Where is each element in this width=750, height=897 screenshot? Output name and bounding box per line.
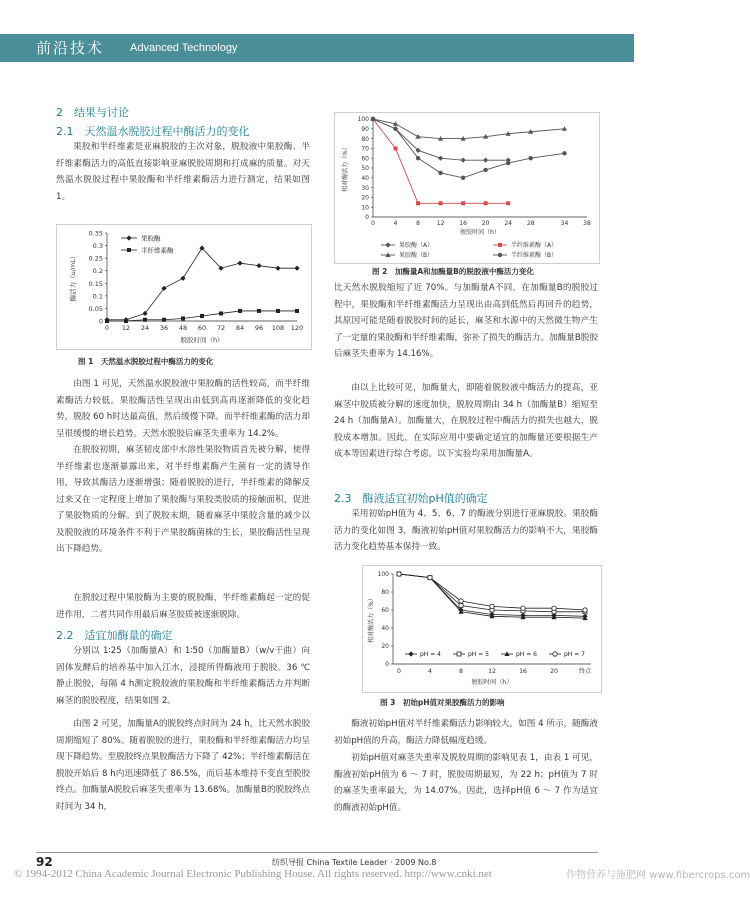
data-point-s2-7 [238, 309, 242, 313]
x-tick-label: 24 [140, 324, 150, 332]
y-tick-label: 0 [98, 317, 103, 326]
y-tick-label: 0.2 [92, 267, 103, 276]
data-point-s4-3 [438, 171, 442, 175]
data-point-s4-4 [461, 176, 465, 180]
data-point-s2-3 [439, 201, 443, 205]
y-tick-label: 50 [361, 165, 369, 173]
data-point-s1-7 [237, 261, 242, 266]
data-point-s2-10 [295, 309, 299, 313]
legend-marker-4 [498, 253, 502, 257]
section-2-1-heading: 2.1 天然温水脱胶过程中酶活力的变化 [56, 125, 250, 138]
data-point-s4-8 [562, 151, 566, 155]
data-point-s4-4 [521, 606, 525, 610]
data-point-s1-4 [180, 276, 185, 281]
x-tick-label: 8 [459, 668, 463, 675]
figure-1-caption: 图 1 天然温水脱胶过程中酶活力的变化 [78, 357, 214, 366]
x-tick-label: 4 [393, 220, 398, 227]
y-tick-label: 60 [361, 155, 369, 163]
legend-marker-1 [126, 235, 131, 240]
y-tick-label: 0.05 [88, 304, 103, 313]
y-tick-label: 40 [361, 175, 369, 182]
figure-2-chart [335, 113, 599, 263]
data-point-s1-4 [461, 158, 466, 163]
y-tick-label: 80 [361, 135, 369, 143]
data-point-s4-0 [397, 572, 401, 576]
y-tick-label: 0.15 [88, 279, 103, 288]
legend-marker-2 [498, 243, 502, 247]
data-point-s4-3 [490, 604, 494, 608]
x-tick-label: 28 [526, 220, 535, 227]
legend-label-3: pH = 6 [516, 651, 537, 659]
data-point-s2-8 [257, 309, 261, 313]
y-tick-label: 0 [365, 214, 369, 222]
x-tick-label: 8 [416, 220, 420, 227]
section-header-bar [0, 34, 634, 62]
y-tick-label: 0.25 [88, 254, 103, 263]
data-point-s2-2 [459, 604, 463, 608]
legend-label-4: 半纤维素酶（B） [511, 252, 558, 260]
data-point-s1-9 [275, 266, 280, 271]
legend-label-1: 果胶酶（A） [399, 242, 434, 250]
data-point-s2-5 [484, 201, 488, 205]
legend-marker-1 [408, 651, 413, 656]
y-tick-label: 20 [381, 643, 389, 651]
x-tick-label: 0 [397, 668, 401, 675]
figure-2-caption: 图 2 加酶量A和加酶量B的脱胶液中酶活力变化 [372, 267, 534, 276]
copyright-notice: © 1994-2012 China Academic Journal Electronic Publishing House. All rights reserved. http://www.cnki.net [14, 868, 492, 880]
data-point-s2-0 [105, 319, 109, 323]
paragraph-3: 在脱胶初期，麻茎韧皮部中水溶性果胶物质首先被分解，使得半纤维素也逐渐暴露出来，对半纤维素酶产生菌有一定的诱导作用，导致其酶活力逐渐增强；随着脱胶的进行，半纤维素的降解反过来又在一定程度上增加了果胶酶与果胶类胶质的接触面积，促进了果胶物质的分解。到了脱胶末期，随着麻茎中果胶含量的减少以及脱胶液的环境条件不利于产果胶酶菌株的生长，果胶酶活性呈现出下降趋势。 [56, 445, 310, 554]
y-tick-label: 100 [357, 116, 369, 124]
y-axis-title: 相对酶活力（%） [368, 595, 375, 643]
legend-marker-2 [457, 652, 461, 656]
figure-3 [362, 565, 602, 693]
data-point-s4-6 [506, 161, 510, 165]
y-tick-label: 10 [361, 204, 369, 212]
data-point-s3-8 [562, 126, 567, 131]
y-tick-label: 100 [377, 571, 389, 579]
x-axis-title: 脱胶时间（h） [460, 229, 500, 236]
site-watermark: 作物营养与施肥网 www.fibercrops.com [566, 870, 750, 881]
x-axis-title: 脱胶时间（h） [180, 336, 224, 344]
section-2-2-heading: 2.2 适宜加酶量的确定 [56, 629, 173, 642]
journal-name: 纺织导报 China Textile Leader · 2009 No.8 [272, 858, 437, 867]
data-point-s2-1 [124, 319, 128, 323]
x-tick-label: 36 [159, 324, 169, 332]
paragraph-6: 由图 2 可见，加酶量A的脱胶终点时间为 24 h，比天然水脱胶周期缩短了 80%。随着脱胶的进行，果胶酶和半纤维素酶活力均呈现下降趋势。至脱胶终点果胶酶活力下降了 42%；半纤维素酶活在脱胶开始后 8 h内迅速降低了 86.5%，而后基本维持不变直至脱胶终点。加酶量A脱胶后麻茎失重率为 13.68%。加酶量B的脱胶终点时间为 34 h， [56, 719, 310, 812]
legend-label-3: 果胶酶（B） [399, 252, 434, 260]
x-tick-label: 16 [519, 668, 527, 675]
section-2-heading: 2 结果与讨论 [56, 106, 129, 119]
legend-label-1: 果胶酶 [141, 234, 161, 243]
x-tick-label: 12 [488, 668, 496, 675]
data-point-s3-2 [415, 134, 420, 139]
x-tick-label: 96 [254, 324, 264, 332]
data-point-s4-5 [483, 168, 487, 172]
y-tick-label: 0 [385, 661, 389, 669]
data-point-s2-2 [416, 201, 420, 205]
paragraph-7: 比天然水脱胶缩短了近 70%。与加酶量A不同，在加酶量B的脱胶过程中，果胶酶和半纤维素酶活力呈现出由高到低然后再回升的趋势，其原因可能是随着脱胶时间的延长，麻茎和水源中的天然微生物产生了一定量的果胶酶和半纤维素酶，弥补了损失的酶活力。加酶量B脱胶后麻茎失重率为 14.16%。 [334, 283, 598, 359]
x-tick-label: 20 [550, 668, 558, 675]
x-tick-label: 16 [459, 220, 467, 227]
x-tick-label: 12 [121, 324, 131, 332]
header-title-en: Advanced Technology [130, 42, 238, 54]
header-title-cn: 前沿技术 [36, 39, 105, 57]
x-tick-label: 0 [371, 220, 375, 227]
data-point-s1-5 [483, 158, 488, 163]
data-point-s2-3 [162, 318, 166, 322]
x-tick-label: 4 [428, 668, 432, 675]
data-point-s2-5 [200, 314, 204, 318]
y-tick-label: 70 [361, 145, 369, 153]
x-tick-label: 终点 [578, 668, 592, 675]
data-point-s1-3 [438, 156, 443, 161]
x-tick-label: 72 [216, 324, 226, 332]
legend-marker-1 [385, 242, 390, 247]
series-line-1 [107, 248, 297, 320]
y-axis-title: 相对酶活力（%） [342, 144, 349, 192]
series-line-3 [373, 119, 564, 139]
x-tick-label: 84 [235, 324, 245, 332]
legend-marker-2 [127, 248, 131, 252]
footer-divider [36, 852, 598, 853]
figure-1 [56, 224, 312, 350]
y-tick-label: 0.1 [92, 292, 103, 301]
data-point-s4-2 [416, 156, 420, 160]
data-point-s4-2 [459, 599, 463, 603]
y-tick-label: 40 [381, 625, 389, 633]
data-point-s4-1 [428, 575, 432, 579]
data-point-s1-8 [256, 263, 261, 268]
x-tick-label: 120 [290, 324, 304, 332]
paragraph-1: 果胶和半纤维素是亚麻脱胶的主次对象，脱胶液中果胶酶、半纤维素酶活力的高低直接影响亚麻脱胶周期和打成麻的质量。对天然温水脱胶过程中果胶酶和半纤维素酶活力进行测定，结果如图 1。 [56, 142, 310, 202]
y-tick-label: 20 [361, 194, 369, 202]
y-tick-label: 60 [381, 607, 389, 615]
paragraph-2: 由图 1 可见，天然温水脱胶液中果胶酶的活性较高，而半纤维素酶活力较低。果胶酶活性呈现出由低到高再逐渐降低的变化趋势，脱胶 60 h时达最高值，然后缓慢下降。而半纤维素酶的活力却呈很缓慢的增长趋势。天然水脱胶后麻茎失重率为 14.2%。 [56, 379, 310, 439]
legend-label-4: pH = 7 [564, 651, 585, 659]
data-point-s2-6 [506, 201, 510, 205]
data-point-s1-10 [294, 266, 299, 271]
data-point-s2-2 [143, 318, 147, 322]
paragraph-10: 酶液初始pH值对半纤维素酶活力影响较大，如图 4 所示，随酶液初始pH值的升高，酶活力降低幅度趋缓。 [334, 719, 598, 746]
x-tick-label: 38 [583, 220, 591, 227]
section-2-3-heading: 2.3 酶液适宜初始pH值的确定 [334, 492, 488, 505]
y-tick-label: 90 [361, 126, 369, 133]
paragraph-8: 由以上比较可见，加酶量大，即随着脱胶液中酶活力的提高，亚麻茎中胶质被分解的速度加快，脱胶周期由 34 h（加酶量B）缩短至 24 h（加酶量A）。加酶量大，在脱胶过程中酶活力的损失也越大，脱胶成本增加。因此，在实际应用中要确定适宜的加酶量还要根据生产成本等因素进行综合考虑。以下实验均采用加酶量A。 [334, 383, 598, 459]
page-number: 92 [36, 855, 53, 869]
figure-3-caption: 图 3 初始pH值对果胶酶活力的影响 [380, 698, 505, 707]
data-point-s4-5 [552, 606, 556, 610]
y-tick-label: 0.3 [92, 242, 103, 251]
y-tick-label: 0.35 [88, 229, 103, 238]
x-tick-label: 108 [271, 324, 285, 332]
x-tick-label: 34 [560, 220, 569, 227]
series-line-2 [373, 119, 508, 203]
paragraph-11: 初始pH值对麻茎失重率及脱胶周期的影响见表 1，由表 1 可见，酶液初始pH值为 6 ～ 7 时，脱胶周期最短，为 22 h；pH值为 7 时的麻茎失重率最大，为 14.07%。因此，选择pH值 6 ～ 7 作为适宜的酶液初始pH值。 [334, 753, 598, 813]
legend-marker-4 [553, 652, 557, 656]
paragraph-9: 采用初始pH值为 4、5、6、7 的酶液分别进行亚麻脱胶。果胶酶活力的变化如图 3，酶液初始pH值对果胶酶活力的影响不大，果胶酶活力变化趋势基本保持一致。 [334, 509, 598, 552]
legend-label-1: pH = 4 [420, 651, 441, 659]
data-point-s4-7 [528, 156, 532, 160]
data-point-s2-6 [219, 311, 223, 315]
data-point-s2-1 [394, 146, 398, 150]
x-tick-label: 60 [197, 324, 207, 332]
data-point-s2-9 [276, 309, 280, 313]
y-tick-label: 80 [381, 589, 389, 597]
x-axis-title: 脱胶时间（h） [471, 679, 513, 686]
y-axis-title: 酶活力（u/mL） [69, 252, 77, 302]
x-tick-label: 0 [104, 324, 110, 332]
x-tick-label: 48 [178, 324, 188, 332]
data-point-s4-1 [393, 127, 397, 131]
figure-3-chart [363, 566, 601, 692]
figure-2 [334, 112, 600, 264]
x-tick-label: 12 [436, 220, 445, 227]
legend-label-2: 半纤维素酶 [141, 246, 174, 255]
data-point-s2-4 [461, 201, 465, 205]
figure-1-chart [57, 225, 311, 349]
legend-label-2: pH = 5 [468, 651, 489, 659]
x-tick-label: 20 [481, 220, 490, 227]
paragraph-5: 分别以 1∶25（加酶量A）和 1∶50（加酶量B）（w/v干曲）向固体发酵后的培养基中加入江水，浸提所得酶液用于脱胶。36 ℃静止脱胶，每隔 4 h测定脱胶液的果胶酶和半纤维素酶活力并判断麻茎的脱胶程度，结果如图 2。 [56, 646, 310, 706]
y-tick-label: 30 [361, 184, 369, 192]
data-point-s2-4 [181, 316, 185, 320]
x-tick-label: 24 [504, 220, 512, 227]
data-point-s4-6 [583, 608, 587, 612]
paragraph-4: 在脱胶过程中果胶酶为主要的脱胶酶，半纤维素酶起一定的促进作用，二者共同作用最后麻茎胶质被逐渐脱除。 [56, 593, 310, 620]
data-point-s4-0 [371, 117, 375, 121]
legend-label-2: 半纤维素酶（A） [511, 242, 558, 250]
